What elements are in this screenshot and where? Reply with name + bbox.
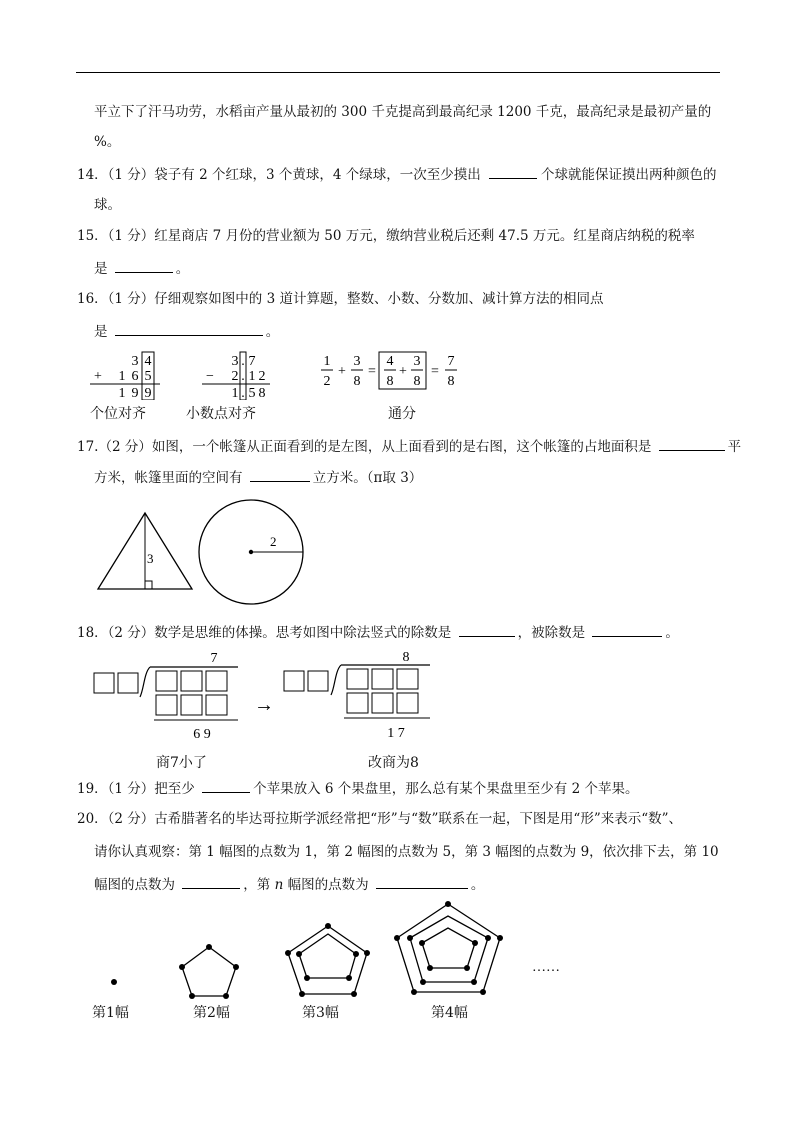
q20-line1: 20．（2 分）古希腊著名的毕达哥拉斯学派经常把“形”与“数”联系在一起，下图是用“形”来表示“数”、 <box>77 811 683 827</box>
q15-line2 <box>94 258 189 278</box>
q19-answer-blank[interactable] <box>202 778 250 793</box>
figure4-pentagons <box>394 901 503 995</box>
q16-line2 <box>94 321 279 341</box>
sub-r2-d2: 2 <box>258 369 266 384</box>
q16-line1: 16．（1 分）仔细观察如图中的 3 道计算题，整数、小数、分数加、减计算方法的相同点 <box>77 291 604 307</box>
q16-caption-1: 个位对齐 <box>90 406 146 422</box>
fraction-problem <box>321 352 457 389</box>
frac-c-num: 4 <box>386 354 394 369</box>
frac-eq-2: = <box>431 364 439 379</box>
q16-end: 。 <box>265 324 280 340</box>
frac-a-num: 1 <box>323 354 331 369</box>
addition-problem <box>90 352 160 400</box>
q17-text: 17.（2 分）如图，一个帐篷从正面看到的是左图，从上面看到的是右图，这个帐篷的占地面积是 <box>77 439 652 455</box>
q18-dividend-blank[interactable] <box>592 622 662 637</box>
q17-line2 <box>94 467 422 487</box>
quotient-8: 8 <box>402 650 410 665</box>
sub-r1-d1: 7 <box>248 354 256 369</box>
q18-end: 。 <box>665 625 679 641</box>
q18-divisor-blank[interactable] <box>459 622 515 637</box>
q18-caption-1: 商7小了 <box>156 755 207 771</box>
q18-division-figures <box>88 645 448 745</box>
q13-line2: %。 <box>94 134 121 150</box>
sub-r1-d0: 3 <box>231 354 239 369</box>
remainder-69: 6 9 <box>193 727 211 742</box>
q20-line3 <box>94 874 484 894</box>
frac-a-den: 2 <box>323 374 331 389</box>
q17-prefix2: 方米，帐篷里面的空间有 <box>94 470 243 486</box>
radius-label: 2 <box>270 534 277 549</box>
sub-r2-d1: 1 <box>248 369 256 384</box>
q20-n: n <box>274 877 284 893</box>
q13-line1: 平立下了汗马功劳，水稻亩产量从最初的 300 千克提高到最高纪录 1200 千克，最高纪录是最初产量的 <box>94 104 712 120</box>
q19-line <box>77 778 638 798</box>
q14-text: 14．（1 分）袋子有 2 个红球，3 个黄球，4 个绿球，一次至少摸出 <box>77 167 481 183</box>
sub-r2-d0: 2 <box>231 369 239 384</box>
frac-plus-2: + <box>399 364 407 379</box>
q16-answer-blank[interactable] <box>115 321 263 336</box>
figure3-pentagons <box>285 923 370 997</box>
q17-end2: 立方米。（π取 3） <box>312 470 423 486</box>
subtraction-problem <box>202 352 270 400</box>
frac-b-num: 3 <box>353 354 361 369</box>
add-r2-ones: 5 <box>144 369 152 384</box>
q14-text-after: 个球就能保证摸出两种颜色的 <box>541 167 717 183</box>
header-rule <box>76 72 720 73</box>
add-r3-ones: 9 <box>144 386 152 400</box>
q17-end1: 平 <box>727 439 742 455</box>
q17-area-blank[interactable] <box>659 436 725 451</box>
figure4-caption: 第4幅 <box>431 1005 468 1021</box>
figure2-pentagon <box>179 944 239 999</box>
frac-b-den: 8 <box>353 374 361 389</box>
height-label: 3 <box>147 551 154 566</box>
q15-end: 。 <box>175 261 190 277</box>
q15-answer-blank[interactable] <box>115 258 173 273</box>
q20-line2: 请你认真观察：第 1 幅图的点数为 1，第 2 幅图的点数为 5，第 3 幅图的点数为 9，依次排下去，第 10 <box>94 844 719 860</box>
q17-line1 <box>77 436 741 456</box>
sub-r2-dot: . <box>241 369 245 384</box>
q16-calculations <box>80 350 500 400</box>
figure3-caption: 第3幅 <box>302 1005 339 1021</box>
q16-caption-2: 小数点对齐 <box>186 406 256 422</box>
add-r3-tens: 9 <box>131 386 139 400</box>
frac-eq-1: = <box>368 364 376 379</box>
q19-prefix: 19．（1 分）把至少 <box>77 781 195 797</box>
q20-end3: 。 <box>470 877 485 893</box>
frac-d-den: 8 <box>413 374 421 389</box>
sub-operator: − <box>206 369 214 384</box>
division-left <box>94 651 238 742</box>
q14-line2: 球。 <box>94 197 121 213</box>
remainder-17: 1 7 <box>387 726 405 741</box>
q17-volume-blank[interactable] <box>250 467 310 482</box>
q20-mid3: ，第 <box>243 877 271 893</box>
frac-d-num: 3 <box>413 354 421 369</box>
add-r1-ones: 4 <box>144 354 152 369</box>
q14-answer-blank[interactable] <box>489 164 537 179</box>
frac-r-num: 7 <box>447 354 455 369</box>
q18-text: 18．（2 分）数学是思维的体操。思考如图中除法竖式的除数是 <box>77 625 452 641</box>
sub-r3-d2: 8 <box>258 386 266 400</box>
figure2-caption: 第2幅 <box>193 1005 230 1021</box>
sub-r3-d0: 1 <box>231 386 239 400</box>
q17-tent-figures <box>90 495 320 615</box>
add-r2-tens: 6 <box>131 369 139 384</box>
quotient-7: 7 <box>210 651 218 666</box>
figure1-caption: 第1幅 <box>92 1005 129 1021</box>
frac-c-den: 8 <box>386 374 394 389</box>
tent-top-view <box>199 500 303 604</box>
frac-r-den: 8 <box>447 374 455 389</box>
add-operator: + <box>94 369 102 384</box>
division-right <box>284 650 430 741</box>
q20-tenth-blank[interactable] <box>182 874 240 889</box>
q16-caption-3: 通分 <box>388 406 416 422</box>
q20-nth-blank[interactable] <box>376 874 468 889</box>
arrow-icon: → <box>254 694 274 716</box>
q14-question <box>77 164 717 184</box>
sub-r3-d1: 5 <box>248 386 256 400</box>
ellipsis: …… <box>532 960 560 975</box>
add-r1-tens: 3 <box>131 354 139 369</box>
q15-line1: 15．（1 分）红星商店 7 月份的营业额为 50 万元，缴纳营业税后还剩 47.5 万元。红星商店纳税的税率 <box>77 228 695 244</box>
sub-r1-dot: . <box>241 354 245 369</box>
add-r3-hundreds: 1 <box>118 386 126 400</box>
sub-r3-dot: . <box>241 386 245 400</box>
q18-caption-2: 改商为8 <box>368 755 419 771</box>
q16-prefix: 是 <box>94 324 108 340</box>
q20-mid3b: 幅图的点数为 <box>287 877 369 893</box>
q18-mid: ，被除数是 <box>517 625 586 641</box>
figure1-dot <box>111 979 117 985</box>
tent-front-view <box>98 513 192 589</box>
add-r2-hundreds: 1 <box>118 369 126 384</box>
q15-prefix: 是 <box>94 261 108 277</box>
frac-plus-1: + <box>338 364 346 379</box>
q20-prefix3: 幅图的点数为 <box>94 877 175 893</box>
q19-after: 个苹果放入 6 个果盘里，那么总有某个果盘里至少有 2 个苹果。 <box>253 781 639 797</box>
q18-line1 <box>77 622 679 642</box>
